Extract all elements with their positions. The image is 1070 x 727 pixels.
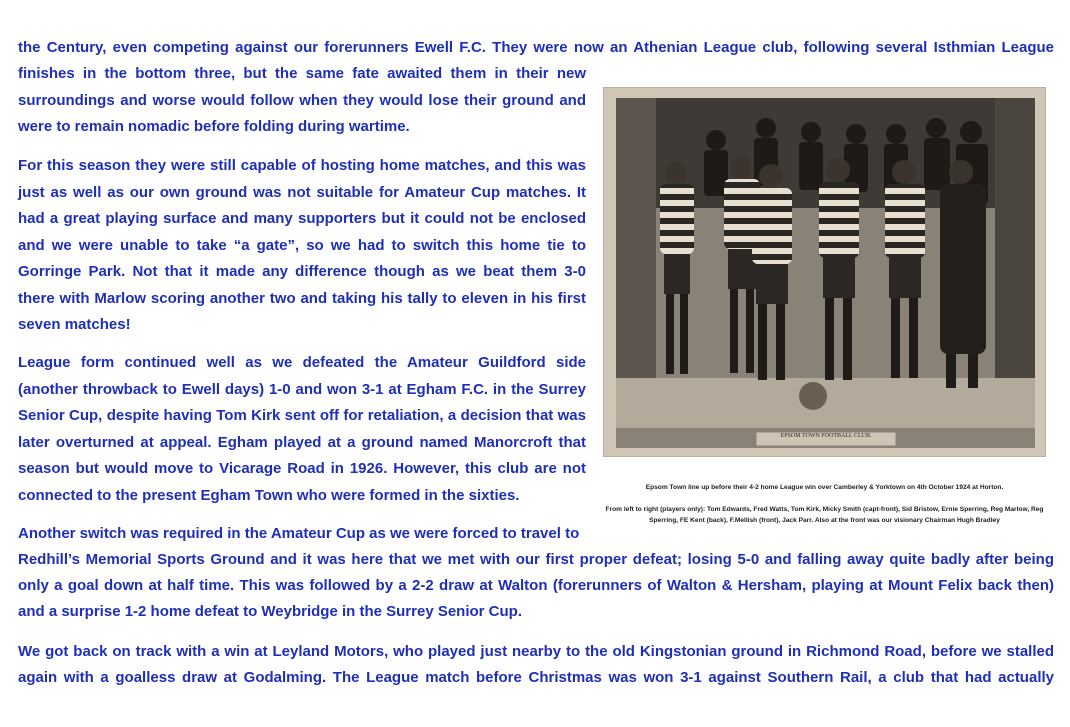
paragraph-4-line-2: again with a goalless draw at Godalming. The League match before Christmas was won 3-1 against Southern Rail, a club that had actually [18,669,1054,686]
paragraph-0-continued: finishes in the bottom three, but the same fate awaited them in their new surroundings and worse would follow when they would lose their ground and were to remain nomadic before folding during wartime. [18,65,586,135]
paragraph-3-line-2: Redhill’s Memorial Sports Ground and it was here that we met with our first proper defeat; losing 5-0 and falling away quite badly after being [18,551,1054,568]
paragraph-1: For this season they were still capable of hosting home matches, and this was just as well as our own ground was not suitable for Amateur Cup matches. It had a great playing surface and many supporters but it could not be enclosed and we were unable to take “a gate”, so we had to switch this home tie to Gorringe Park. Not that it made any difference though as we beat them 3-0 there with Marlow scoring another two and taking his tally to eleven in his first seven matches! [18,157,586,333]
paragraph-4-line-1: We got back on track with a win at Leyland Motors, who played just nearby to the old Kingstonian ground in Richmond Road, before we stalled [18,643,1054,660]
photo-caption-names: From left to right (players only): Tom Edwards, Fred Watts, Tom Kirk, Micky Smith (capt-front), Sid Bristow, Ernie Sperring, Reg Marlow, Reg Sperring, FE Kent (back), F.Mellish (front), Jack Parr. Also at the front was our visionary Chairman Hugh Bradley [605,506,1044,524]
paragraph-2: League form continued well as we defeated the Amateur Guildford side (another throwback to Ewell days) 1-0 and won 3-1 at Egham F.C. in the Surrey Senior Cup, despite having Tom Kirk sent off for retaliation, a decision that was later overturned at appeal. Egham played at a ground named Manorcroft that season but would move to Vicarage Road in 1926. However, this club are not connected to the present Egham Town who were formed in the sixties. [18,354,586,504]
paragraph-3-line-3: only a goal down at half time. This was followed by a 2-2 draw at Walton (forerunners of Walton & Hersham, playing at Mount Felix back then) [18,577,1054,594]
team-photo-illustration [616,98,1035,448]
paragraph-3-line-1: Another switch was required in the Amateur Cup as we were forced to travel to [18,525,580,542]
team-photograph [603,87,1046,457]
paragraph-0-line-1: the Century, even competing against our forerunners Ewell F.C. They were now an Athenian League club, following several Isthmian League [18,39,1054,56]
photo-caption-title: Epsom Town line up before their 4-2 home League win over Camberley & Yorktown on 4th October 1924 at Horton. [645,484,1004,491]
paragraph-3-line-4: and a surprise 1-2 home defeat to Weybridge in the Surrey Senior Cup. [18,603,523,620]
photo-plaque-text: EPSOM TOWN FOOTBALL CLUB. [780,433,872,439]
